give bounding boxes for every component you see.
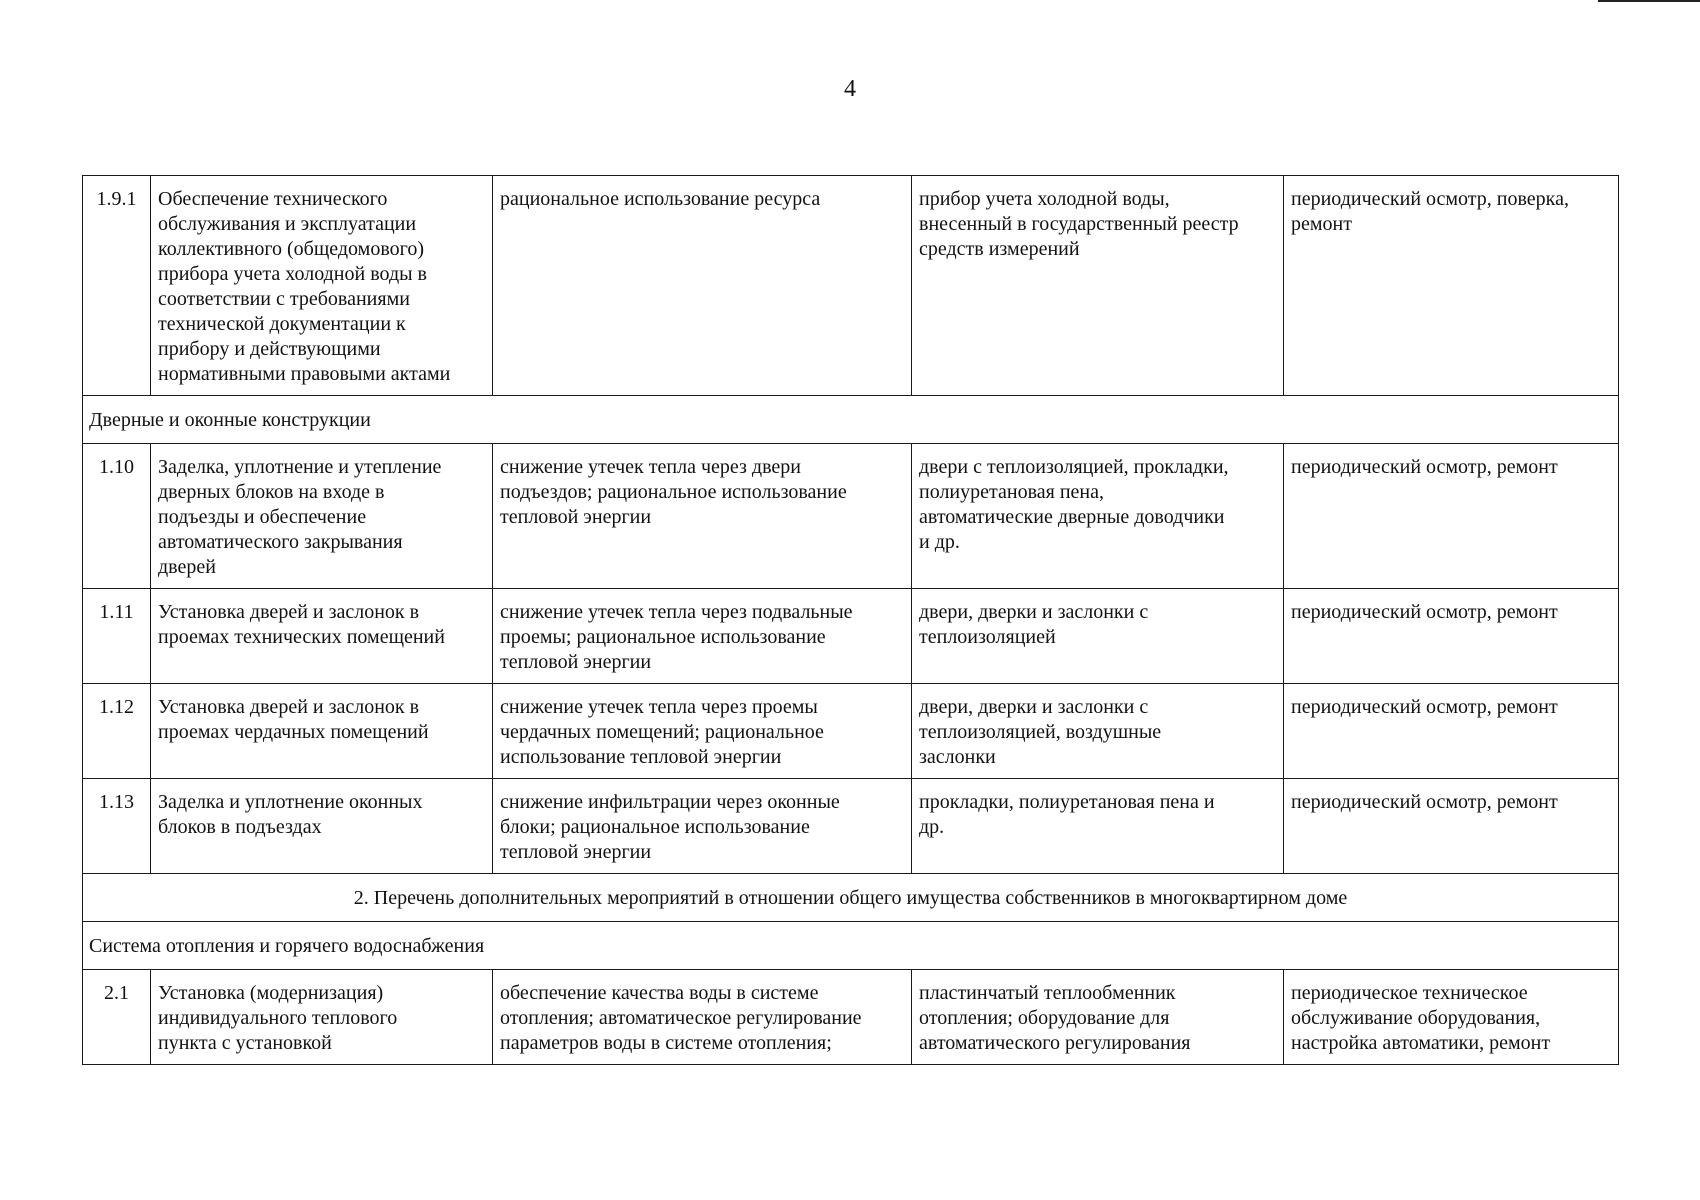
measure-cell: Заделка и уплотнение оконных блоков в подъездах (151, 779, 493, 874)
item-number-cell: 1.11 (83, 589, 151, 684)
item-number-cell: 1.13 (83, 779, 151, 874)
item-number-cell: 1.10 (83, 444, 151, 589)
table-row (83, 779, 1619, 874)
table-row (83, 176, 1619, 396)
section-header: 2. Перечень дополнительных мероприятий в отношении общего имущества собственников в многоквартирном доме (83, 874, 1619, 922)
table-row (83, 444, 1619, 589)
maintenance-cell: периодический осмотр, поверка, ремонт (1284, 176, 1619, 396)
table-row (83, 684, 1619, 779)
item-number-cell: 2.1 (83, 970, 151, 1065)
measure-cell: Обеспечение технического обслуживания и эксплуатации коллективного (общедомового) прибора учета холодной воды в соответствии с требованиями технической документации к прибору и действующими нормативными правовыми актами (151, 176, 493, 396)
equipment-cell: прибор учета холодной воды, внесенный в государственный реестр средств измерений (912, 176, 1284, 396)
measures-table-body (83, 176, 1619, 1065)
maintenance-cell: периодический осмотр, ремонт (1284, 589, 1619, 684)
purpose-cell: снижение инфильтрации через оконные блоки; рациональное использование тепловой энергии (493, 779, 912, 874)
maintenance-cell: периодический осмотр, ремонт (1284, 444, 1619, 589)
equipment-cell: прокладки, полиуретановая пена и др. (912, 779, 1284, 874)
equipment-cell: двери с теплоизоляцией, прокладки, полиуретановая пена, автоматические дверные доводчики и др. (912, 444, 1284, 589)
measures-table (82, 175, 1619, 1065)
measure-cell: Установка (модернизация) индивидуального теплового пункта с установкой (151, 970, 493, 1065)
maintenance-cell: периодическое техническое обслуживание оборудования, настройка автоматики, ремонт (1284, 970, 1619, 1065)
item-number-cell: 1.12 (83, 684, 151, 779)
section-header-row (83, 874, 1619, 922)
purpose-cell: рациональное использование ресурса (493, 176, 912, 396)
section-header: Дверные и оконные конструкции (83, 396, 1619, 444)
measure-cell: Установка дверей и заслонок в проемах технических помещений (151, 589, 493, 684)
measure-cell: Заделка, уплотнение и утепление дверных блоков на входе в подъезды и обеспечение автоматического закрывания дверей (151, 444, 493, 589)
equipment-cell: пластинчатый теплообменник отопления; оборудование для автоматического регулирования (912, 970, 1284, 1065)
scan-edge-mark (1598, 0, 1700, 2)
section-header: Система отопления и горячего водоснабжения (83, 922, 1619, 970)
purpose-cell: снижение утечек тепла через подвальные проемы; рациональное использование тепловой энергии (493, 589, 912, 684)
section-header-row (83, 396, 1619, 444)
purpose-cell: снижение утечек тепла через двери подъездов; рациональное использование тепловой энергии (493, 444, 912, 589)
page-number: 4 (844, 76, 856, 102)
maintenance-cell: периодический осмотр, ремонт (1284, 779, 1619, 874)
table-row (83, 970, 1619, 1065)
equipment-cell: двери, дверки и заслонки с теплоизоляцией (912, 589, 1284, 684)
section-header-row (83, 922, 1619, 970)
maintenance-cell: периодический осмотр, ремонт (1284, 684, 1619, 779)
purpose-cell: обеспечение качества воды в системе отопления; автоматическое регулирование параметров воды в системе отопления; (493, 970, 912, 1065)
measure-cell: Установка дверей и заслонок в проемах чердачных помещений (151, 684, 493, 779)
purpose-cell: снижение утечек тепла через проемы чердачных помещений; рациональное использование тепловой энергии (493, 684, 912, 779)
table-row (83, 589, 1619, 684)
item-number-cell: 1.9.1 (83, 176, 151, 396)
equipment-cell: двери, дверки и заслонки с теплоизоляцией, воздушные заслонки (912, 684, 1284, 779)
